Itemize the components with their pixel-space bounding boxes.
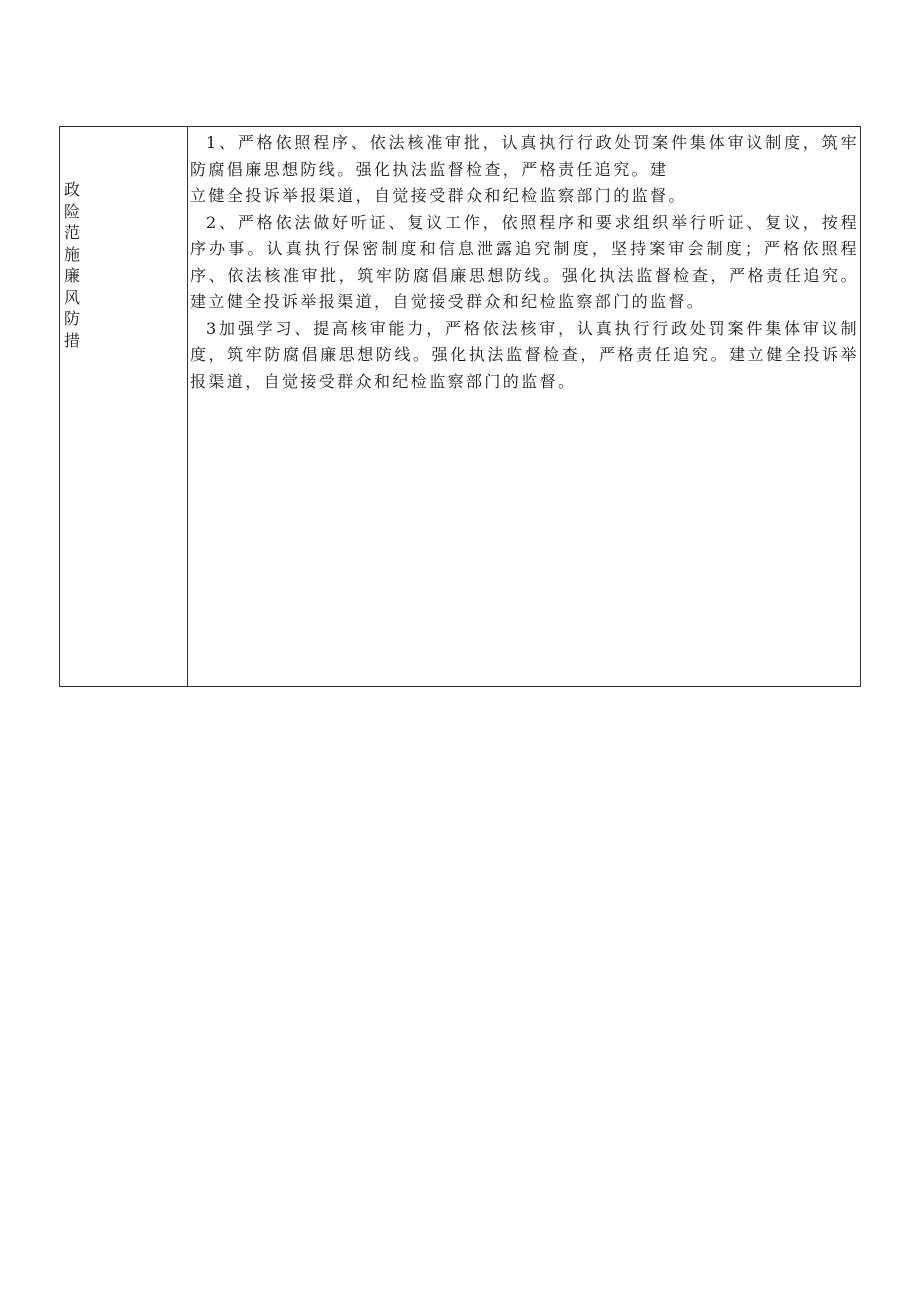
- row-label: 政险范施廉风防措: [64, 180, 81, 350]
- measure-paragraph-2: 2、严格依法做好听证、复议工作，依照程序和要求组织举行听证、复议，按程序办事。认真执行保密制度和信息泄露追究制度，坚持案审会制度；严格依照程序、依法核准审批，筑牢防腐倡廉思想防线。强化执法监督检查，严格责任追究。建立健全投诉举报渠道，自觉接受群众和纪检监察部门的监督。: [190, 212, 859, 311]
- measure-paragraph-3: 3加强学习、提高核审能力，严格依法核审，认真执行行政处罚案件集体审议制度，筑牢防腐倡廉思想防线。强化执法监督检查，严格责任追究。建立健全投诉举报渠道，自觉接受群众和纪检监察部门的监督。: [190, 318, 859, 391]
- measure-paragraph-1-rest: 立健全投诉举报渠道，自觉接受群众和纪检监察部门的监督。: [190, 186, 687, 205]
- risk-prevention-table: [59, 126, 861, 687]
- measure-paragraph-1: [190, 130, 859, 210]
- row-label-cell: [60, 127, 188, 686]
- measures-content-cell: [188, 127, 860, 686]
- measure-paragraph-1-first: 1、严格依照程序、依法核准审批，认真执行行政处罚案件集体审议制度，筑牢防腐倡廉思想防线。强化执法监督检查，严格责任追究。建: [190, 133, 859, 179]
